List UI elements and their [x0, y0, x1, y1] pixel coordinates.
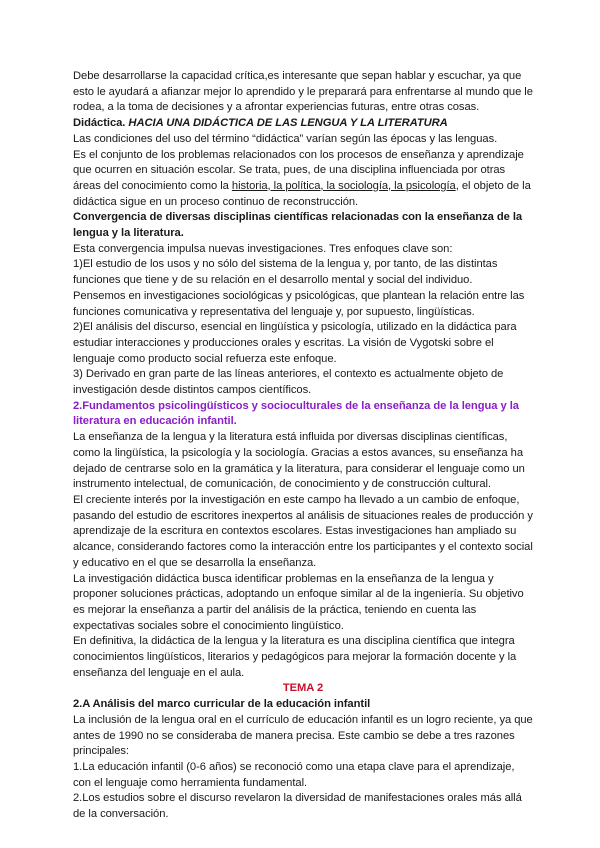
- convergencia-paragraph-1: Esta convergencia impulsa nuevas investigaciones. Tres enfoques clave son:: [73, 242, 453, 255]
- document-page: [73, 69, 533, 823]
- convergencia-heading: Convergencia de diversas disciplinas científicas relacionadas con la enseñanza de la lengua y la literatura.: [73, 211, 523, 240]
- fundamentos-heading: 2.Fundamentos psicolingüísticos y socioculturales de la enseñanza de la lengua y la literatura en educación infantil.: [73, 399, 519, 428]
- convergencia-paragraph-4: 2)El análisis del discurso, esencial en lingüística y psicología, utilizado en la didáctica para estudiar interacciones y producciones orales y escritas. La visión de Vygotski sobre el lenguaje como producto social refuerza este enfoque.: [73, 321, 517, 365]
- didactica-paragraph-2: [73, 148, 533, 211]
- didactica-heading-bold: Didáctica.: [73, 117, 126, 130]
- fundamentos-paragraph-4: En definitiva, la didáctica de la lengua y la literatura es una disciplina científica que integra conocimientos lingüísticos, literarios y pedagógicos para mejorar la formación docente y la enseñanza del lenguaje en el aula.: [73, 635, 517, 679]
- tema-paragraph-3: 2.Los estudios sobre el discurso revelaron la diversidad de manifestaciones orales más allá de la conversación.: [73, 792, 522, 821]
- tema-paragraph-2: 1.La educación infantil (0-6 años) se reconoció como una etapa clave para el aprendizaje, con el lenguaje como herramienta fundamental.: [73, 760, 515, 789]
- tema-heading: 2.A Análisis del marco curricular de la educación infantil: [73, 698, 371, 711]
- didactica-heading: [73, 116, 533, 132]
- didactica-heading-italic: HACIA UNA DIDÁCTICA DE LAS LENGUA Y LA LITERATURA: [128, 117, 448, 130]
- convergencia-paragraph-5: 3) Derivado en gran parte de las líneas anteriores, el contexto es actualmente objeto de investigación desde distintos campos científicos.: [73, 368, 504, 397]
- didactica-p2-after: , el objeto de la didáctica sigue en un proceso continuo de reconstrucción.: [73, 179, 531, 208]
- convergencia-paragraph-3: Pensemos en investigaciones sociológicas y psicológicas, que plantean la relación entre las funciones comunicativa y representativa del lenguaje y, por supuesto, lingüísticas.: [73, 289, 525, 318]
- didactica-p2-underlined: historia, la política, la sociología, la psicología: [231, 179, 456, 192]
- fundamentos-paragraph-1: La enseñanza de la lengua y la literatura está influida por diversas disciplinas científicas, como la lingüística, la psicología y la sociología. Gracias a estos avances, su enseñanza ha dejado de centrarse solo en la gramática y la literatura, para considerar el lenguaje como un instrumento intelectual, de comunicación, de conocimiento y de construcción cultural.: [73, 431, 525, 491]
- fundamentos-paragraph-2: El creciente interés por la investigación en este campo ha llevado a un cambio de enfoque, pasando del estudio de escritores inexpertos al análisis de situaciones reales de producción y aprendizaje de la escritura en contextos escolares. Estas investigaciones han ampliado su alcance, considerando factores como la interacción entre los participantes y el contexto social y educativo en el que se desarrolla la enseñanza.: [73, 493, 533, 569]
- didactica-paragraph-1: Las condiciones del uso del término “didáctica” varían según las épocas y las lenguas.: [73, 132, 498, 145]
- tema-title: TEMA 2: [282, 682, 324, 695]
- tema-paragraph-1: La inclusión de la lengua oral en el currículo de educación infantil es un logro reciente, ya que antes de 1990 no se consideraba de manera precisa. Este cambio se debe a tres razones principales:: [73, 713, 533, 758]
- convergencia-paragraph-2: 1)El estudio de los usos y no sólo del sistema de la lengua y, por tanto, de las distintas funciones que tiene y de su relación en el desarrollo mental y social del individuo.: [73, 258, 498, 287]
- didactica-p2-before: Es el conjunto de los problemas relacionados con los procesos de enseñanza y aprendizaje que ocurren en situación escolar. Se trata, pues, de una disciplina influenciada por otras áreas del conocimiento como la: [73, 148, 524, 192]
- fundamentos-paragraph-3: La investigación didáctica busca identificar problemas en la enseñanza de la lengua y proponer soluciones prácticas, adoptando un enfoque similar al de la ingeniería. Su objetivo es mejorar la enseñanza a partir del análisis de la práctica, teniendo en cuenta las expectativas sociales sobre el conocimiento lingüístico.: [73, 572, 524, 632]
- intro-paragraph: Debe desarrollarse la capacidad crítica,es interesante que sepan hablar y escuchar, ya que esto le ayudará a afianzar mejor lo aprendido y le preparará para enfrentarse al mundo que le rodea, a la toma de decisiones y a afrontar experiencias futuras, entre otras cosas.: [73, 70, 533, 114]
